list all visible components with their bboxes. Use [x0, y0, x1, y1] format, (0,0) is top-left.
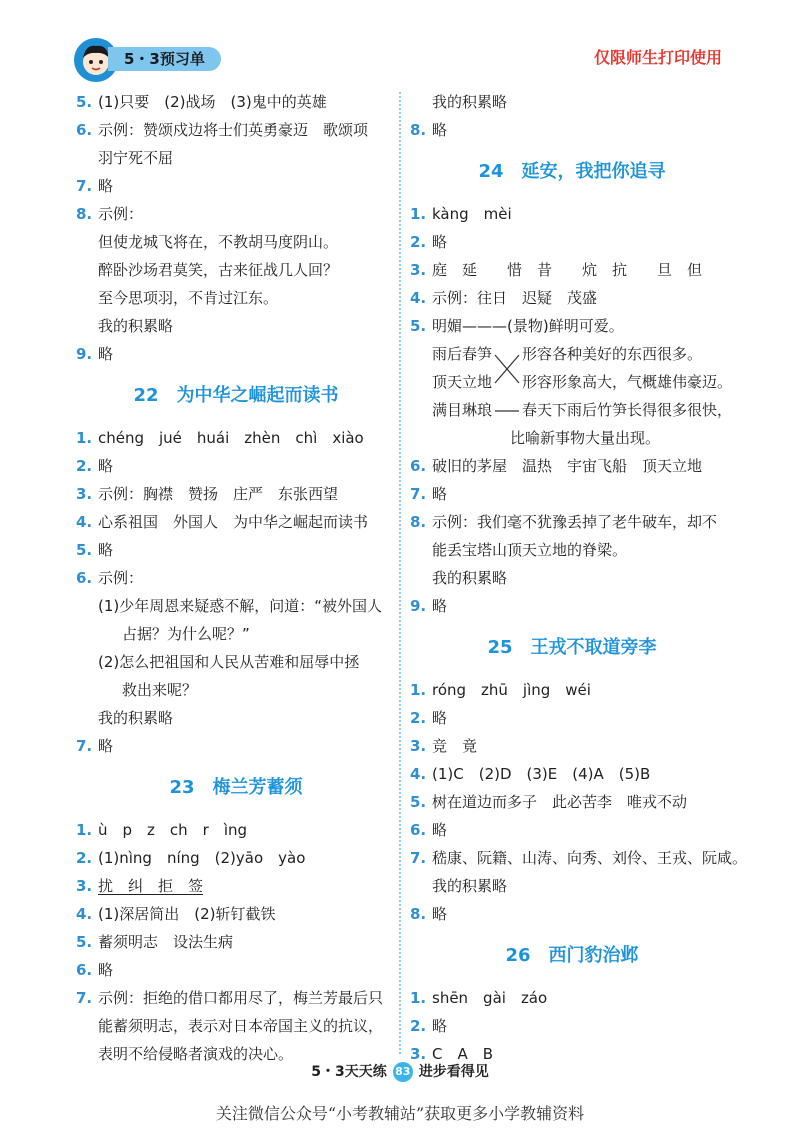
series-badge: 5・3预习单 — [108, 47, 221, 71]
answer-row: 2. 略 — [76, 457, 114, 475]
match-term: 雨后春笋 — [432, 345, 493, 363]
answer-row: (2)怎么把祖国和人民从苦难和屈辱中拯 — [98, 653, 360, 671]
lesson-23-heading: 23 梅兰芳蓄须 — [169, 777, 303, 798]
answer-row: 能丢宝塔山顶天立地的脊梁。 — [432, 541, 628, 559]
answer-row: 6. 示例： — [76, 569, 144, 587]
answer-row: 9. 略 — [410, 597, 448, 615]
answer-row: 1. kàng mèi — [410, 205, 512, 223]
left-column — [76, 88, 396, 1068]
answer-row: 5. 树在道边而多子 此必苦李 唯戎不动 — [410, 793, 688, 811]
answer-row: 8. 略 — [410, 121, 448, 139]
answer-row: 7. 略 — [410, 485, 448, 503]
lesson-24-heading: 24 延安，我把你追寻 — [478, 161, 666, 182]
match-definition: 形容各种美好的东西很多。 — [522, 345, 703, 363]
answer-row: 6. 略 — [410, 821, 448, 839]
answer-row: 我的积累略 — [432, 93, 508, 111]
answer-row: 醉卧沙场君莫笑，古来征战几人回？ — [98, 261, 339, 279]
answer-row: 2. (1)nìng níng (2)yāo yào — [76, 849, 306, 867]
match-definition: 形容形象高大，气概雄伟豪迈。 — [522, 373, 733, 391]
answer-row: 8. 略 — [410, 905, 448, 923]
answer-row: 6. 示例：赞颂戍边将士们英勇豪迈 歌颂项 — [76, 121, 369, 139]
answer-row: 至今思项羽，不肯过江东。 — [98, 289, 279, 307]
lesson-24-answers — [410, 200, 734, 620]
footer-slogan: 进步看得见 — [418, 1064, 489, 1080]
answer-row: 3. 示例：胸襟 赞扬 庄严 东张西望 — [76, 485, 339, 503]
answer-row: 我的积累略 — [98, 709, 174, 727]
lesson-25-heading: 25 王戎不取道旁李 — [487, 637, 657, 658]
answer-row: 能蓄须明志，表示对日本帝国主义的抗议， — [98, 1017, 384, 1035]
lesson-25-answers — [410, 676, 748, 928]
answer-row: 我的积累略 — [432, 877, 508, 895]
answer-row: 救出来呢？ — [122, 681, 198, 699]
answer-row: 5. 蓄须明志 设法生病 — [76, 933, 234, 951]
answer-row: 4. 心系祖国 外国人 为中华之崛起而读书 — [76, 513, 369, 531]
answer-row: 2. 略 — [410, 1017, 448, 1035]
answer-row: 1. róng zhū jìng wéi — [410, 681, 591, 699]
answers-previous-lesson — [76, 88, 396, 368]
answer-row: 我的积累略 — [432, 569, 508, 587]
page-number: 83 — [393, 1062, 413, 1082]
answer-row: 5. (1)只要 (2)战场 (3)鬼中的英雄 — [76, 93, 327, 111]
answer-row: 表明不给侵略者演戏的决心。 — [98, 1045, 294, 1063]
answer-row: 7. 略 — [76, 737, 114, 755]
answer-row: 1. chéng jué huái zhèn chì xiào — [76, 429, 364, 447]
answer-row: (1)少年周恩来疑惑不解，问道：“被外国人 — [98, 597, 383, 615]
print-notice: 仅限师生打印使用 — [593, 48, 722, 67]
answer-row: 但使龙城飞将在，不教胡马度阴山。 — [98, 233, 339, 251]
answer-row: 3. 扰 纠 拒 签 — [76, 877, 204, 895]
answer-row: 8. 示例： — [76, 205, 144, 223]
answer-row: 1. ù p z ch r ìng — [76, 821, 248, 839]
lesson-26-answers — [410, 984, 734, 1068]
matching-lines — [494, 342, 520, 426]
lesson-22-answers — [76, 424, 396, 760]
answers-continued — [410, 88, 734, 144]
answer-row: 3. 竞 竟 — [410, 737, 478, 755]
lesson-22-heading: 22 为中华之崛起而读书 — [133, 385, 339, 406]
answer-row: 7. 示例：拒绝的借口都用尽了，梅兰芳最后只 — [76, 989, 384, 1007]
answer-row: 5. 略 — [76, 541, 114, 559]
answer-row: 占据？为什么呢？” — [122, 625, 250, 643]
answer-row: 羽宁死不屈 — [98, 149, 174, 167]
match-term: 顶天立地 — [432, 373, 493, 391]
answer-row: 1. shēn gài záo — [410, 989, 548, 1007]
lesson-23-answers — [76, 816, 396, 1068]
column-divider — [399, 92, 401, 1054]
answer-row: 3. 庭 延 惜 昔 炕 抗 旦 但 — [410, 261, 703, 279]
answer-row: 我的积累略 — [98, 317, 174, 335]
answer-row: 6. 破旧的茅屋 温热 宇宙飞船 顶天立地 — [410, 457, 703, 475]
answer-row: 2. 略 — [410, 709, 448, 727]
answer-row: 4. (1)深居简出 (2)斩钉截铁 — [76, 905, 276, 923]
match-definition: 春天下雨后竹笋长得很多很快， — [522, 401, 733, 419]
answer-row: 3. C A B — [410, 1045, 494, 1063]
answer-row: 2. 略 — [410, 233, 448, 251]
footer-series: 5・3天天练 — [311, 1064, 387, 1080]
watermark-text: 关注微信公众号“小考教辅站”获取更多小学教辅资料 — [215, 1104, 585, 1123]
answer-row: 比喻新事物大量出现。 — [510, 429, 661, 447]
answer-row: 4. (1)C (2)D (3)E (4)A (5)B — [410, 765, 651, 783]
lesson-26-heading: 26 西门豹治邺 — [505, 945, 639, 966]
answer-row: 8. 示例：我们毫不犹豫丢掉了老牛破车，却不 — [410, 513, 718, 531]
match-term: 满目琳琅 — [432, 401, 493, 419]
page-footer — [0, 1058, 800, 1086]
right-column — [410, 88, 748, 1068]
answer-row: 7. 嵇康、阮籍、山涛、向秀、刘伶、王戎、阮咸。 — [410, 849, 748, 867]
answer-row: 5. 明媚———(景物)鲜明可爱。 — [410, 317, 624, 335]
answer-row: 6. 略 — [76, 961, 114, 979]
answer-row: 4. 示例：往日 迟疑 茂盛 — [410, 289, 598, 307]
page-header — [0, 0, 800, 90]
answer-row: 7. 略 — [76, 177, 114, 195]
matching-exercise — [410, 340, 734, 424]
answer-row: 9. 略 — [76, 345, 114, 363]
